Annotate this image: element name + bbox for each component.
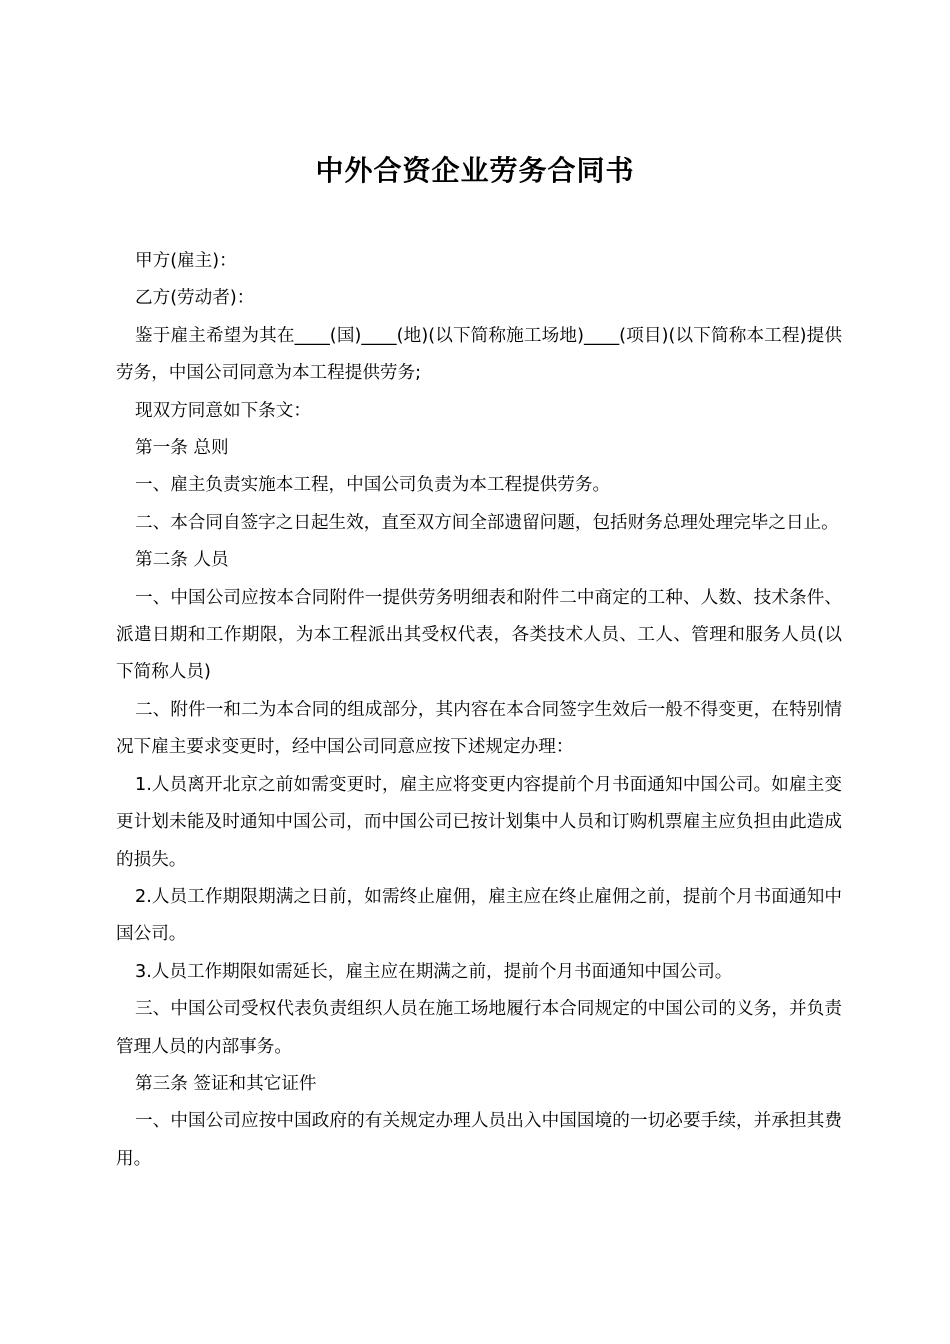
article-3-clause-1: 一、中国公司应按中国政府的有关规定办理人员出入中国国境的一切必要手续，并承担其费用。 <box>116 1111 842 1169</box>
article-2-clause-3: 三、中国公司受权代表负责组织人员在施工场地履行本合同规定的中国公司的义务，并负责管理人员的内部事务。 <box>116 999 842 1057</box>
article-1-clause-2: 二、本合同自签字之日起生效，直至双方间全部遗留问题，包括财务总理处理完毕之日止。 <box>135 512 839 533</box>
article-1-heading: 第一条 总则 <box>135 438 229 459</box>
article-2-item-1: 1.人员离开北京之前如需变更时，雇主应将变更内容提前个月书面通知中国公司。如雇主变更计划未能及时通知中国公司，而中国公司已按计划集中人员和订购机票雇主应负担由此造成的损失。 <box>116 774 842 870</box>
article-3-heading: 第三条 签证和其它证件 <box>135 1073 317 1094</box>
preamble-paragraph: 鉴于雇主希望为其在____(国)____(地)(以下简称施工场地)____(项目)(以下简称本工程)提供劳务，中国公司同意为本工程提供劳务; <box>116 325 842 384</box>
article-2-heading: 第二条 人员 <box>135 550 229 571</box>
article-2-clause-2: 二、附件一和二为本合同的组成部分，其内容在本合同签字生效后一般不得变更，在特别情况下雇主要求变更时，经中国公司同意应按下述规定办理： <box>116 699 842 758</box>
agreement-intro: 现双方同意如下条文： <box>135 400 311 421</box>
document-body <box>116 243 842 1178</box>
party-a-line: 甲方(雇主)： <box>135 251 237 271</box>
party-b-line: 乙方(劳动者)： <box>135 288 255 309</box>
article-1-clause-1: 一、雇主负责实施本工程，中国公司负责为本工程提供劳务。 <box>135 475 611 496</box>
article-2-clause-1: 一、中国公司应按本合同附件一提供劳务明细表和附件二中商定的工种、人数、技术条件、派遣日期和工作期限，为本工程派出其受权代表，各类技术人员、工人、管理和服务人员(以下简称人员) <box>116 587 842 683</box>
document-title: 中外合资企业劳务合同书 <box>315 153 635 187</box>
article-2-item-2: 2.人员工作期限期满之日前，如需终止雇佣，雇主应在终止雇佣之前，提前个月书面通知中国公司。 <box>116 886 842 945</box>
article-2-item-3: 3.人员工作期限如需延长，雇主应在期满之前，提前个月书面通知中国公司。 <box>135 961 733 982</box>
